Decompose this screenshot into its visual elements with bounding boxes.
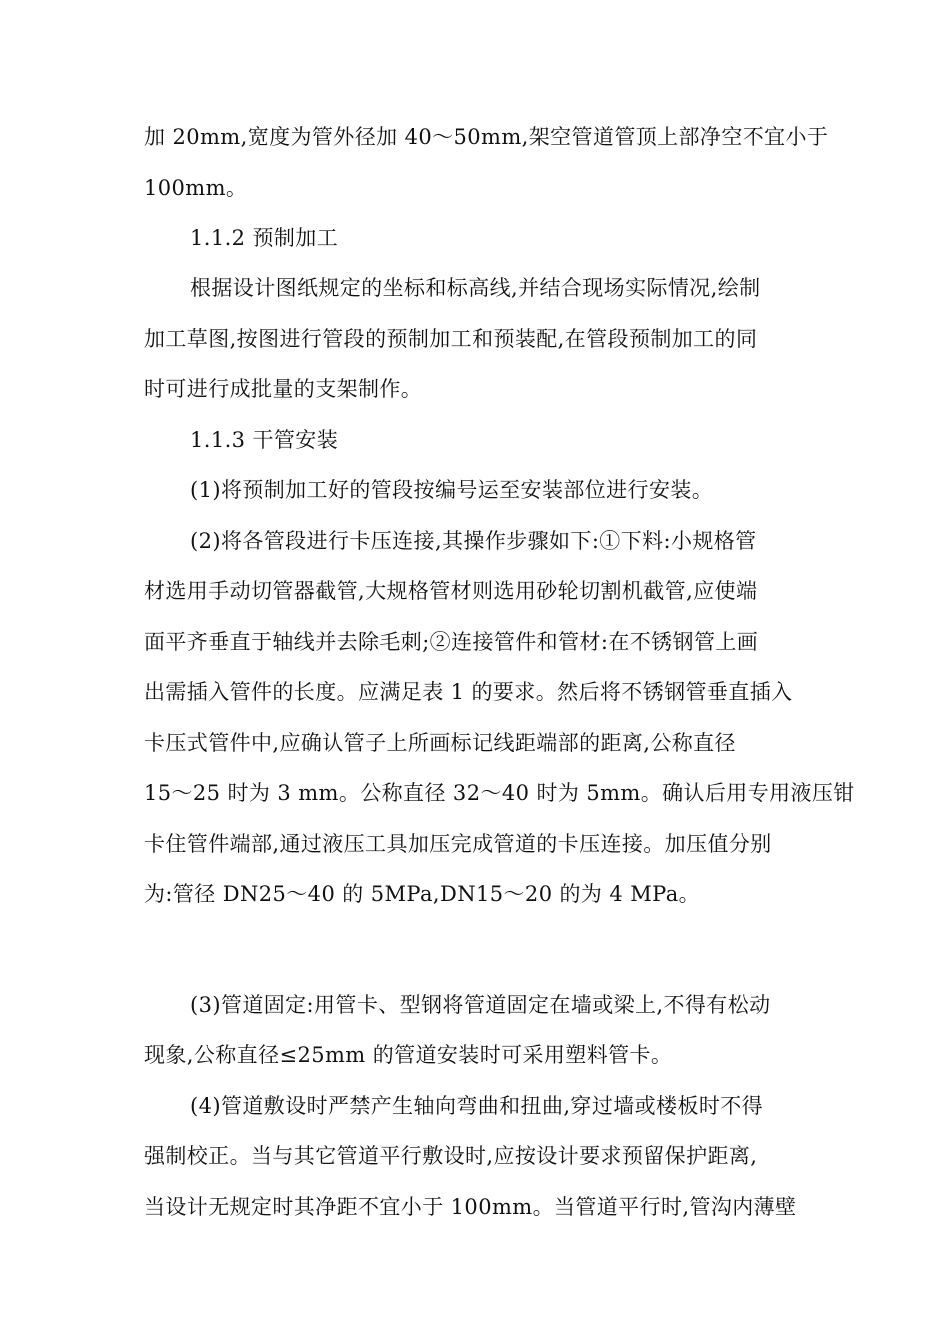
text-line: 材选用手动切管器截管,大规格管材则选用砂轮切割机截管,应使端 xyxy=(144,579,758,603)
text-line: 现象,公称直径≤25mm 的管道安装时可采用塑料管卡。 xyxy=(144,1043,673,1067)
text-line: 100mm。 xyxy=(144,176,248,200)
text-line: 当设计无规定时其净距不宜小于 100mm。当管道平行时,管沟内薄壁 xyxy=(144,1195,797,1219)
section-heading: 1.1.3 干管安装 xyxy=(190,428,339,452)
text-line: 卡住管件端部,通过液压工具加压完成管道的卡压连接。加压值分别 xyxy=(144,832,772,856)
text-line: 15～25 时为 3 mm。公称直径 32～40 时为 5mm。确认后用专用液压钳 xyxy=(144,781,855,805)
text-line: (2)将各管段进行卡压连接,其操作步骤如下:①下料:小规格管 xyxy=(190,529,757,553)
text-line: (4)管道敷设时严禁产生轴向弯曲和扭曲,穿过墙或楼板时不得 xyxy=(190,1094,764,1118)
text-line: 加 20mm,宽度为管外径加 40～50mm,架空管道管顶上部净空不宜小于 xyxy=(144,125,829,149)
text-line: (3)管道固定:用管卡、型钢将管道固定在墙或梁上,不得有松动 xyxy=(190,993,771,1017)
text-line: 为:管径 DN25～40 的 5MPa,DN15～20 的为 4 MPa。 xyxy=(144,882,701,906)
text-line: 出需插入管件的长度。应满足表 1 的要求。然后将不锈钢管垂直插入 xyxy=(144,680,793,704)
text-line: 卡压式管件中,应确认管子上所画标记线距端部的距离,公称直径 xyxy=(144,731,736,755)
text-line: 加工草图,按图进行管段的预制加工和预装配,在管段预制加工的同 xyxy=(144,327,758,351)
text-line: 强制校正。当与其它管道平行敷设时,应按设计要求预留保护距离, xyxy=(144,1144,758,1168)
text-line: 面平齐垂直于轴线并去除毛刺;②连接管件和管材:在不锈钢管上画 xyxy=(144,630,759,654)
text-line: (1)将预制加工好的管段按编号运至安装部位进行安装。 xyxy=(190,478,714,502)
text-line: 时可进行成批量的支架制作。 xyxy=(144,377,423,401)
section-heading: 1.1.2 预制加工 xyxy=(190,226,339,250)
text-line: 根据设计图纸规定的坐标和标高线,并结合现场实际情况,绘制 xyxy=(190,276,761,300)
